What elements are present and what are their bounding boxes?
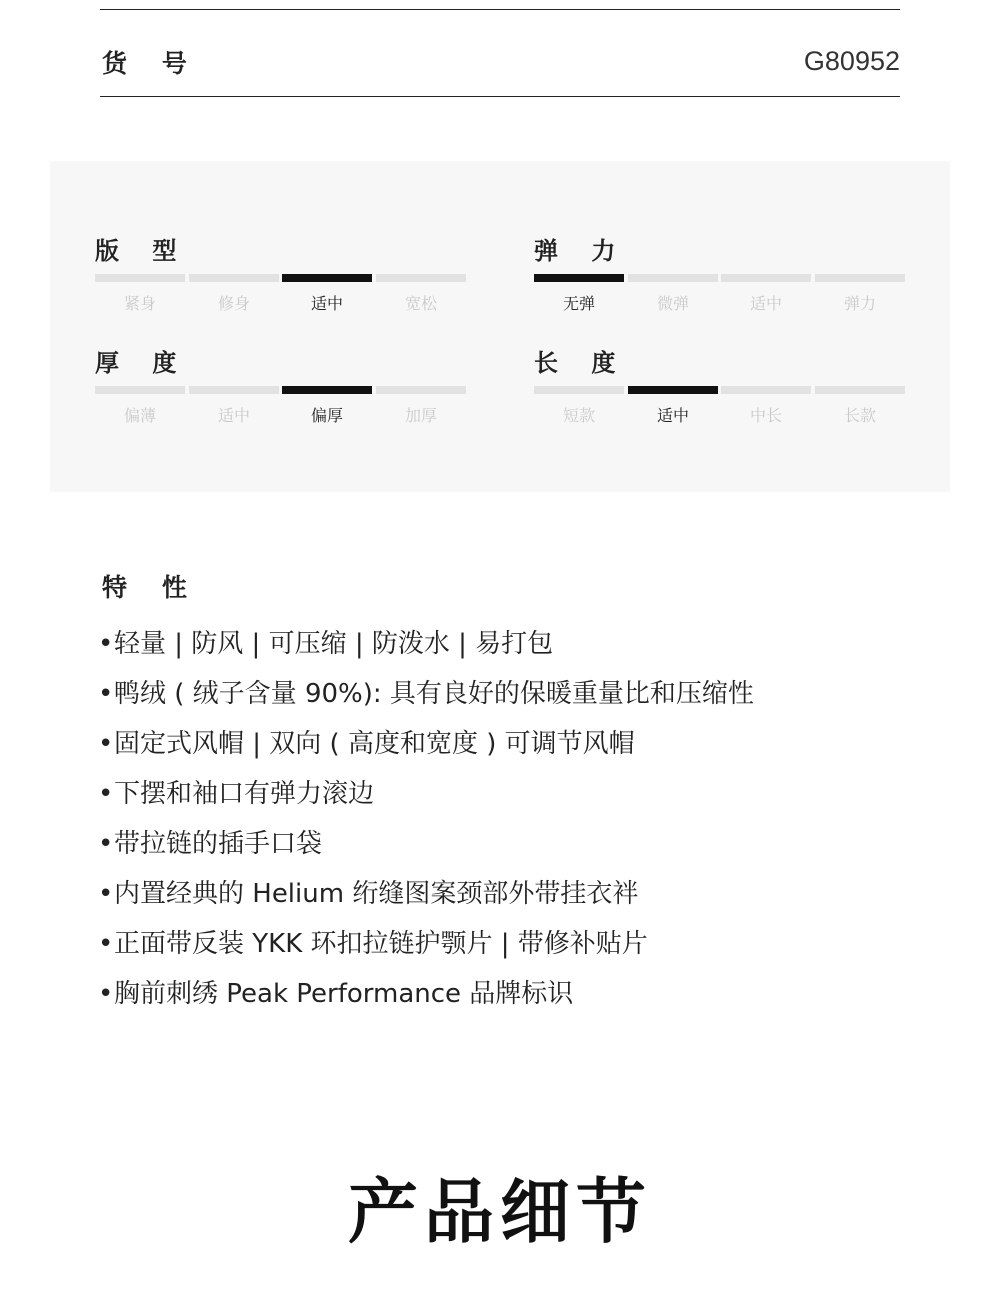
attribute-option-label: 长款	[843, 406, 876, 425]
attribute-option-label: 中长	[749, 406, 782, 425]
feature-item	[98, 624, 754, 674]
bullet-icon: •	[98, 879, 114, 909]
attribute-option-label: 适中	[749, 294, 782, 313]
feature-item	[98, 924, 754, 974]
sku-bottom-divider	[100, 96, 900, 97]
attribute-bar	[815, 274, 905, 282]
attribute-title: 版 型	[95, 237, 177, 265]
attribute-scale	[95, 274, 467, 314]
attribute-bar	[282, 274, 372, 282]
bullet-icon: •	[98, 629, 114, 659]
feature-text: 正面带反装 YKK 环扣拉链护颚片 | 带修补贴片	[114, 929, 648, 959]
attribute-option-label: 适中	[217, 406, 250, 425]
attribute-option	[534, 386, 624, 426]
attribute-bar	[189, 386, 279, 394]
features-list	[98, 624, 754, 1024]
attribute-option	[376, 386, 466, 426]
attribute-bar	[95, 274, 185, 282]
attribute-panel	[50, 161, 950, 492]
bullet-icon: •	[98, 829, 114, 859]
attribute-option-label: 偏薄	[123, 406, 156, 425]
attribute-option	[721, 274, 811, 314]
bullet-icon: •	[98, 979, 114, 1009]
attribute-bar	[189, 274, 279, 282]
feature-text: 胸前刺绣 Peak Performance 品牌标识	[114, 979, 574, 1009]
attribute-bar	[376, 274, 466, 282]
attribute-bar	[95, 386, 185, 394]
attribute-bar	[815, 386, 905, 394]
attribute-option-label: 无弹	[562, 294, 595, 313]
attribute-bar	[628, 274, 718, 282]
bullet-icon: •	[98, 779, 114, 809]
attribute-option-label: 宽松	[404, 294, 437, 313]
attribute-option	[282, 386, 372, 426]
attribute-option	[721, 386, 811, 426]
attribute-scale	[534, 274, 906, 314]
bullet-icon: •	[98, 929, 114, 959]
features-title: 特 性	[102, 573, 187, 602]
sku-label: 货 号	[102, 49, 187, 78]
attribute-bar	[376, 386, 466, 394]
feature-item	[98, 974, 754, 1024]
attribute-scale	[534, 386, 906, 426]
attribute-option	[282, 274, 372, 314]
sku-value: G80952	[803, 46, 900, 76]
feature-text: 带拉链的插手口袋	[114, 829, 323, 859]
attribute-scale	[95, 386, 467, 426]
feature-item	[98, 874, 754, 924]
feature-item	[98, 674, 754, 724]
bullet-icon: •	[98, 679, 114, 709]
attribute-option	[376, 274, 466, 314]
bullet-icon: •	[98, 729, 114, 759]
attribute-title: 长 度	[534, 349, 616, 377]
attribute-bar	[721, 386, 811, 394]
attribute-bar	[534, 274, 624, 282]
attribute-option-label: 适中	[656, 406, 689, 425]
feature-text: 内置经典的 Helium 绗缝图案颈部外带挂衣袢	[114, 879, 639, 909]
attribute-option	[815, 386, 905, 426]
feature-text: 下摆和袖口有弹力滚边	[114, 779, 375, 809]
attribute-bar	[721, 274, 811, 282]
attribute-option	[628, 274, 718, 314]
attribute-option	[95, 274, 185, 314]
attribute-option-label: 弹力	[843, 294, 876, 313]
attribute-bar	[534, 386, 624, 394]
feature-text: 固定式风帽 | 双向 ( 高度和宽度 ) 可调节风帽	[114, 729, 635, 759]
feature-item	[98, 724, 754, 774]
attribute-option	[189, 386, 279, 426]
attribute-option-label: 适中	[310, 294, 343, 313]
product-details-heading: 产品细节	[348, 1171, 652, 1253]
feature-text: 鸭绒 ( 绒子含量 90%): 具有良好的保暖重量比和压缩性	[114, 679, 754, 709]
attribute-option	[628, 386, 718, 426]
feature-item	[98, 774, 754, 824]
sku-top-divider	[100, 9, 900, 10]
attribute-bar	[282, 386, 372, 394]
attribute-title: 弹 力	[534, 237, 616, 265]
feature-text: 轻量 | 防风 | 可压缩 | 防泼水 | 易打包	[114, 629, 554, 659]
attribute-option	[189, 274, 279, 314]
attribute-option-label: 修身	[217, 294, 250, 313]
attribute-option	[95, 386, 185, 426]
attribute-option-label: 紧身	[123, 294, 156, 313]
attribute-option-label: 加厚	[404, 406, 437, 425]
attribute-option-label: 短款	[562, 406, 595, 425]
attribute-title: 厚 度	[95, 349, 177, 377]
attribute-option-label: 微弹	[656, 294, 689, 313]
attribute-option	[534, 274, 624, 314]
attribute-bar	[628, 386, 718, 394]
attribute-option-label: 偏厚	[310, 406, 343, 425]
attribute-option	[815, 274, 905, 314]
feature-item	[98, 824, 754, 874]
